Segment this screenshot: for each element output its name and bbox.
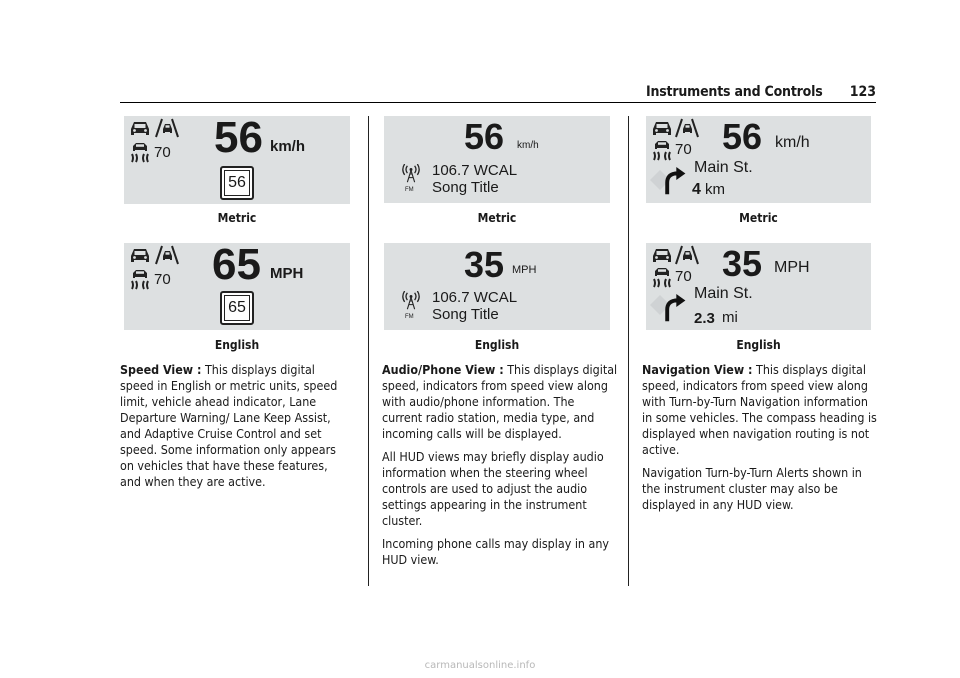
street-name: Main St. bbox=[694, 159, 753, 176]
lane-departure-icon bbox=[674, 245, 700, 265]
speed-unit: MPH bbox=[512, 264, 537, 276]
audio-view-description bbox=[382, 362, 618, 575]
song-title: Song Title bbox=[432, 179, 499, 196]
turn-right-arrow-icon bbox=[662, 291, 688, 323]
street-name: Main St. bbox=[694, 285, 753, 302]
section-title: Instruments and Controls bbox=[646, 84, 823, 100]
caption-metric: Metric bbox=[739, 211, 778, 225]
speed-limit-value: 65 bbox=[228, 299, 246, 316]
vehicle-ahead-icon bbox=[650, 247, 674, 265]
page-header bbox=[646, 84, 876, 104]
vehicle-ahead-icon bbox=[650, 120, 674, 138]
caption-english: English bbox=[736, 338, 781, 352]
hud-speed-view-metric bbox=[124, 116, 350, 204]
lane-keep-icon bbox=[650, 267, 674, 289]
nav-view-title: Navigation View : bbox=[642, 362, 753, 377]
distance-unit: km bbox=[705, 181, 725, 198]
lane-keep-icon bbox=[128, 142, 152, 164]
distance-value: 4 bbox=[692, 181, 701, 198]
radio-antenna-icon bbox=[400, 291, 422, 311]
radio-station: 106.7 WCAL bbox=[432, 289, 518, 306]
nav-view-description bbox=[642, 362, 878, 520]
watermark: carmanualsonline.info bbox=[424, 660, 536, 671]
speed-unit: MPH bbox=[774, 259, 810, 276]
speed-unit: km/h bbox=[517, 140, 539, 151]
digital-speed: 56 bbox=[464, 116, 505, 157]
digital-speed: 56 bbox=[214, 116, 263, 162]
page-number: 123 bbox=[849, 84, 876, 100]
hud-speed-view-english bbox=[124, 243, 350, 330]
speed-unit: km/h bbox=[270, 138, 306, 155]
caption-metric: Metric bbox=[217, 211, 257, 225]
digital-speed: 56 bbox=[722, 116, 763, 157]
set-speed: 70 bbox=[675, 141, 692, 158]
audio-view-text: This displays digital speed, indicators from speed view along with audio/phone information. The current radio station, media type, and incoming calls will be displayed. bbox=[382, 362, 618, 441]
nav-view-para2: Navigation Turn-by-Turn Alerts shown in the instrument cluster may also be displayed in any HUD view. bbox=[642, 465, 862, 512]
lane-keep-icon bbox=[650, 140, 674, 162]
speed-view-description bbox=[120, 362, 352, 497]
header-rule bbox=[120, 102, 876, 103]
caption-english: English bbox=[214, 338, 260, 352]
hud-audio-view-metric bbox=[384, 116, 610, 203]
column-divider bbox=[368, 116, 369, 586]
lane-departure-icon bbox=[674, 118, 700, 138]
audio-view-para3: Incoming phone calls may display in any HUD view. bbox=[382, 536, 610, 567]
speed-limit-sign bbox=[220, 166, 254, 200]
set-speed: 70 bbox=[675, 268, 692, 285]
vehicle-ahead-icon bbox=[128, 120, 152, 138]
lane-departure-icon bbox=[154, 245, 180, 265]
set-speed: 70 bbox=[154, 144, 171, 161]
radio-band: FM bbox=[405, 314, 414, 320]
speed-view-text: This displays digital speed in English or metric units, speed limit, vehicle ahead indicator, Lane Departure Warning/ Lane Keep Assist, and Adaptive Cruise Control and set speed. Some information only appears on vehicles that have these features, and when they are active. bbox=[120, 362, 338, 489]
digital-speed: 65 bbox=[212, 243, 261, 289]
digital-speed: 35 bbox=[464, 244, 505, 285]
speed-view-title: Speed View : bbox=[120, 362, 202, 377]
distance-value: 2.3 bbox=[694, 310, 715, 327]
audio-view-para2: All HUD views may briefly display audio information when the steering wheel controls are used to adjust the audio settings appearing in the instrument cluster. bbox=[382, 449, 604, 528]
turn-right-arrow-icon bbox=[662, 164, 688, 196]
nav-view-text: This displays digital speed, indicators from speed view along with Turn-by-Turn Navigation information in some vehicles. The compass heading is displayed when navigation routing is not active. bbox=[642, 362, 877, 457]
lane-keep-icon bbox=[128, 269, 152, 291]
radio-antenna-icon bbox=[400, 164, 422, 184]
column-divider bbox=[628, 116, 629, 586]
digital-speed: 35 bbox=[722, 243, 763, 284]
hud-nav-view-metric bbox=[646, 116, 871, 203]
song-title: Song Title bbox=[432, 306, 499, 323]
hud-audio-view-english bbox=[384, 243, 610, 330]
distance-unit: mi bbox=[722, 309, 738, 326]
speed-unit: km/h bbox=[775, 134, 810, 151]
audio-view-title: Audio/Phone View : bbox=[382, 362, 504, 377]
caption-metric: Metric bbox=[477, 211, 517, 225]
radio-station: 106.7 WCAL bbox=[432, 162, 518, 179]
set-speed: 70 bbox=[154, 271, 171, 288]
radio-band: FM bbox=[405, 187, 414, 193]
speed-limit-sign bbox=[220, 291, 254, 325]
lane-departure-icon bbox=[154, 118, 180, 138]
vehicle-ahead-icon bbox=[128, 247, 152, 265]
radio-info bbox=[432, 162, 517, 196]
speed-unit: MPH bbox=[270, 265, 304, 282]
speed-limit-value: 56 bbox=[228, 174, 246, 191]
hud-nav-view-english bbox=[646, 243, 871, 330]
caption-english: English bbox=[474, 338, 520, 352]
radio-info bbox=[432, 289, 517, 323]
